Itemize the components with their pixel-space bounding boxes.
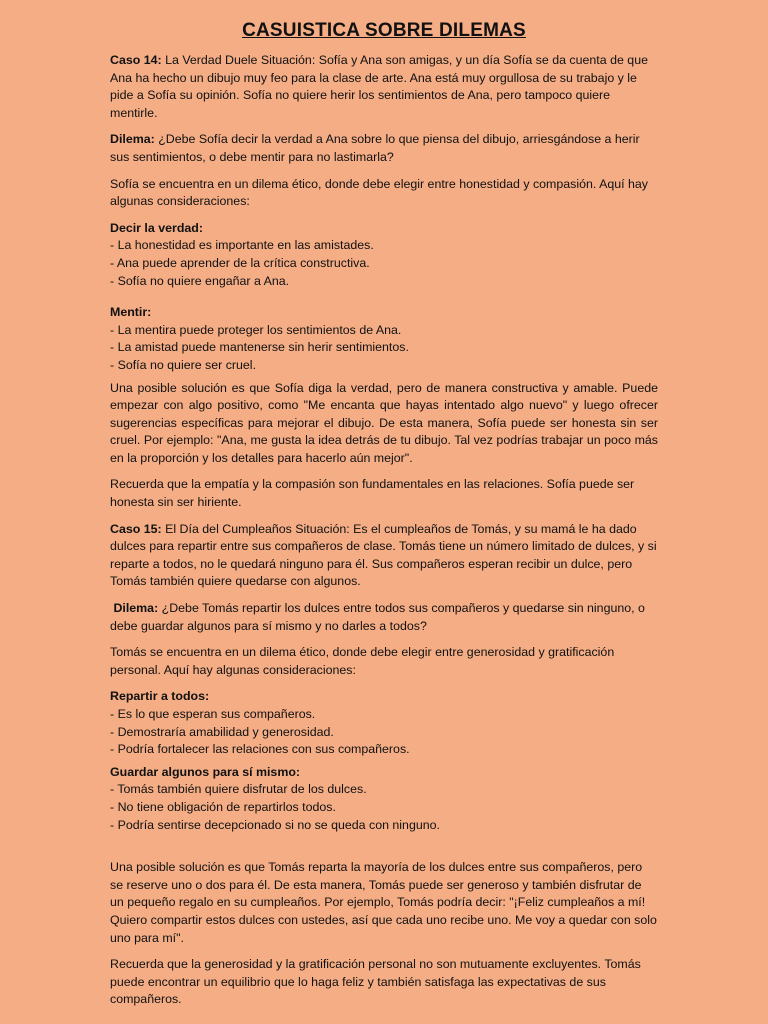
case15-option2-title: Guardar algunos para sí mismo: [110,764,301,779]
case14-option2-title: Mentir: [110,305,152,320]
list-item: - Sofía no quiere engañar a Ana. [110,273,290,288]
list-item: - Sofía no quiere ser cruel. [110,357,257,372]
case14-intro: Sofía se encuentra en un dilema ético, donde debe elegir entre honestidad y compasión. Aquí hay algunas consideraciones: [110,176,648,209]
case14-option1-title: Decir la verdad: [110,220,203,235]
case14-dilemma-text: ¿Debe Sofía decir la verdad a Ana sobre lo que piensa del dibujo, arriesgándose a herir sus sentimientos, o debe mentir para no lastimarla? [110,132,640,164]
list-item: - Podría fortalecer las relaciones con sus compañeros. [110,742,410,757]
case14-dilemma-label: Dilema: [110,132,155,147]
list-item: - La honestidad es importante en las amistades. [110,238,374,253]
case14-label: Caso 14: [110,53,162,67]
case15-intro: Tomás se encuentra en un dilema ético, donde debe elegir entre generosidad y gratificación personal. Aquí hay algunas consideraciones: [110,645,615,677]
case14-text: La Verdad Duele Situación: Sofía y Ana son amigas, y un día Sofía se da cuenta de que Ana ha hecho un dibujo muy feo para la clase de arte. Ana está muy orgullosa de su trabajo y le pide a Sofía su opinión. Sofía no quiere herir los sentimientos de Ana, pero tampoco quiere mentirle. [110,53,648,120]
case14-solution: Una posible solución es que Sofía diga la verdad, pero de manera constructiva y amable. Puede empezar con algo positivo, como "Me encanta que hayas intentado algo nuevo" y luego ofrecer sugerencias específicas para mejorar el dibujo. De esta manera, Sofía puede ser honesta sin ser cruel. Por ejemplo: "Ana, me gusta la idea detrás de tu dibujo. Tal vez podrías trabajar un poco más en la proporción y los detalles para hacerlo aún mejor". [110,380,658,465]
case14-situation [110,52,658,122]
list-item: - No tiene obligación de repartirlos todos. [110,799,336,814]
case15-dilemma-text: ¿Debe Tomás repartir los dulces entre todos sus compañeros y quedarse sin ninguno, o debe guardar algunos para sí mismo y no darles a todos? [110,601,645,633]
case14-closing: Recuerda que la empatía y la compasión son fundamentales en las relaciones. Sofía puede ser honesta sin ser hiriente. [110,477,635,510]
list-item: - Tomás también quiere disfrutar de los dulces. [110,782,367,797]
list-item: - Demostraría amabilidad y generosidad. [110,724,334,739]
case15-text: El Día del Cumpleaños Situación: Es el cumpleaños de Tomás, y su mamá le ha dado dulces para repartir entre sus compañeros de clase. Tomás tiene un número limitado de dulces, y si reparte a todos, no le quedará ninguno para él. Sus compañeros esperan recibir un dulce, pero Tomás también quiere quedarse con algunos. [110,521,657,589]
case15-situation [110,521,658,591]
case15-label: Caso 15: [110,521,162,536]
case15-dilemma-label: Dilema: [110,601,159,616]
list-item: - La amistad puede mantenerse sin herir sentimientos. [110,340,409,355]
case15-closing: Recuerda que la generosidad y la gratificación personal no son mutuamente excluyentes. Tomás puede encontrar un equilibrio que lo haga feliz y también satisfaga las expectativas de sus compañeros. [110,957,641,1007]
case14-dilemma [110,131,658,166]
case15-dilemma [110,600,658,635]
list-item: - La mentira puede proteger los sentimientos de Ana. [110,322,402,337]
document-title: CASUISTICA SOBRE DILEMAS [242,20,526,41]
case15-option1-title: Repartir a todos: [110,689,210,704]
list-item: - Ana puede aprender de la crítica constructiva. [110,255,370,270]
list-item: - Podría sentirse decepcionado si no se queda con ninguno. [110,817,440,832]
list-item: - Es lo que esperan sus compañeros. [110,707,316,721]
case15-solution: Una posible solución es que Tomás reparta la mayoría de los dulces entre sus compañeros, pero se reserve uno o dos para él. De esta manera, Tomás puede ser generoso y también disfrutar de un pequeño regalo en su cumpleaños. Por ejemplo, Tomás podría decir: "¡Feliz cumpleaños a mí! Quiero compartir estos dulces con ustedes, así que cada uno recibe uno. Me voy a quedar con solo uno para mí". [110,860,657,945]
spacer [110,834,658,850]
